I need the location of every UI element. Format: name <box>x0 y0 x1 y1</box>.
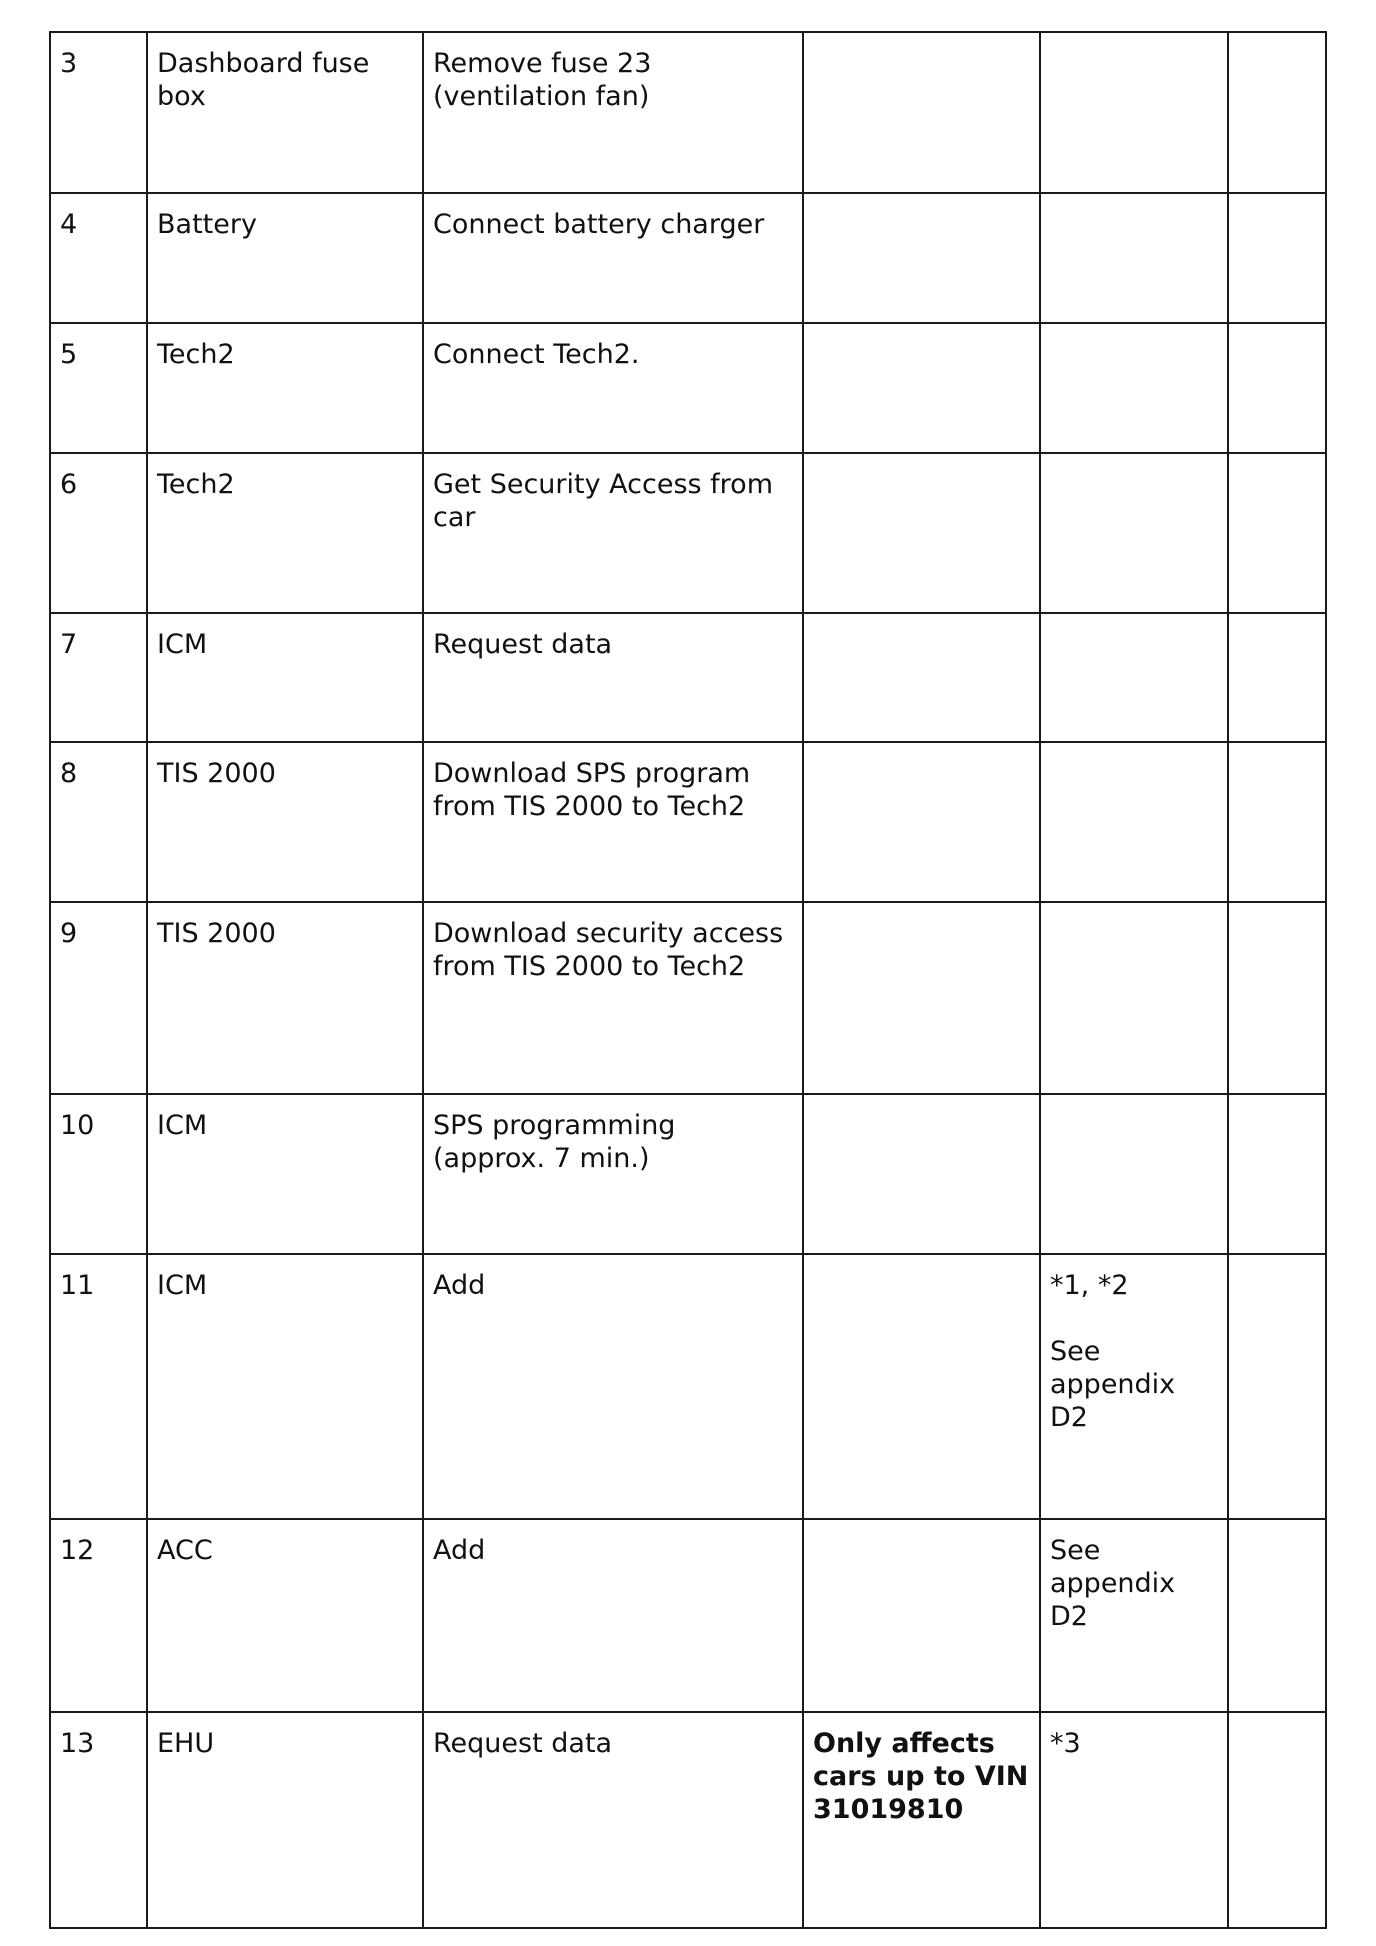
note-cell <box>803 613 1040 742</box>
action-cell: Add <box>423 1254 803 1519</box>
note-cell <box>803 453 1040 613</box>
action-cell: Connect Tech2. <box>423 323 803 453</box>
appendix-ref: See appendix D2 <box>1050 1535 1176 1632</box>
step-number: 6 <box>50 453 147 613</box>
table-row <box>50 1712 1326 1928</box>
unit-cell: TIS 2000 <box>147 742 423 902</box>
note-cell: Only affects cars up to VIN 31019810 <box>803 1712 1040 1928</box>
step-number: 8 <box>50 742 147 902</box>
check-cell <box>1228 453 1326 613</box>
note-cell <box>803 902 1040 1094</box>
table-row <box>50 1094 1326 1254</box>
table-row <box>50 1519 1326 1712</box>
note-cell <box>803 1254 1040 1519</box>
reference-cell <box>1040 1519 1228 1712</box>
reference-cell <box>1040 193 1228 323</box>
check-cell <box>1228 613 1326 742</box>
reference-cell <box>1040 323 1228 453</box>
check-cell <box>1228 1712 1326 1928</box>
check-cell <box>1228 193 1326 323</box>
note-cell <box>803 323 1040 453</box>
table-row <box>50 32 1326 193</box>
table-row <box>50 453 1326 613</box>
step-number: 11 <box>50 1254 147 1519</box>
table-row <box>50 613 1326 742</box>
note-cell <box>803 1519 1040 1712</box>
footnote-ref: *1, *2 <box>1050 1270 1129 1301</box>
table-row <box>50 742 1326 902</box>
reference-cell <box>1040 1254 1228 1519</box>
action-cell: Add <box>423 1519 803 1712</box>
action-cell: Download SPS program from TIS 2000 to Tech2 <box>423 742 803 902</box>
note-cell <box>803 32 1040 193</box>
unit-cell: ICM <box>147 1254 423 1519</box>
footnote-ref: *3 <box>1050 1728 1081 1759</box>
step-number: 12 <box>50 1519 147 1712</box>
reference-cell <box>1040 742 1228 902</box>
step-number: 13 <box>50 1712 147 1928</box>
reference-cell <box>1040 1712 1228 1928</box>
unit-cell: Dashboard fuse box <box>147 32 423 193</box>
unit-cell: Tech2 <box>147 453 423 613</box>
action-cell: Get Security Access from car <box>423 453 803 613</box>
action-cell: SPS programming (approx. 7 min.) <box>423 1094 803 1254</box>
check-cell <box>1228 1519 1326 1712</box>
table-row <box>50 1254 1326 1519</box>
reference-cell <box>1040 1094 1228 1254</box>
check-cell <box>1228 1254 1326 1519</box>
reference-cell <box>1040 613 1228 742</box>
step-number: 3 <box>50 32 147 193</box>
table-row <box>50 193 1326 323</box>
action-cell: Remove fuse 23 (ventilation fan) <box>423 32 803 193</box>
unit-cell: ACC <box>147 1519 423 1712</box>
note-cell <box>803 193 1040 323</box>
unit-cell: ICM <box>147 613 423 742</box>
procedure-table <box>49 31 1327 1929</box>
appendix-ref: See appendix D2 <box>1050 1336 1176 1433</box>
table-row <box>50 902 1326 1094</box>
step-number: 7 <box>50 613 147 742</box>
step-number: 5 <box>50 323 147 453</box>
unit-cell: EHU <box>147 1712 423 1928</box>
unit-cell: ICM <box>147 1094 423 1254</box>
note-cell <box>803 1094 1040 1254</box>
reference-cell <box>1040 32 1228 193</box>
action-cell: Request data <box>423 613 803 742</box>
table-row <box>50 323 1326 453</box>
reference-cell <box>1040 902 1228 1094</box>
check-cell <box>1228 902 1326 1094</box>
check-cell <box>1228 323 1326 453</box>
action-cell: Connect battery charger <box>423 193 803 323</box>
unit-cell: TIS 2000 <box>147 902 423 1094</box>
step-number: 4 <box>50 193 147 323</box>
step-number: 10 <box>50 1094 147 1254</box>
check-cell <box>1228 32 1326 193</box>
action-cell: Download security access from TIS 2000 to Tech2 <box>423 902 803 1094</box>
note-cell <box>803 742 1040 902</box>
action-cell: Request data <box>423 1712 803 1928</box>
check-cell <box>1228 742 1326 902</box>
unit-cell: Tech2 <box>147 323 423 453</box>
unit-cell: Battery <box>147 193 423 323</box>
step-number: 9 <box>50 902 147 1094</box>
check-cell <box>1228 1094 1326 1254</box>
reference-cell <box>1040 453 1228 613</box>
